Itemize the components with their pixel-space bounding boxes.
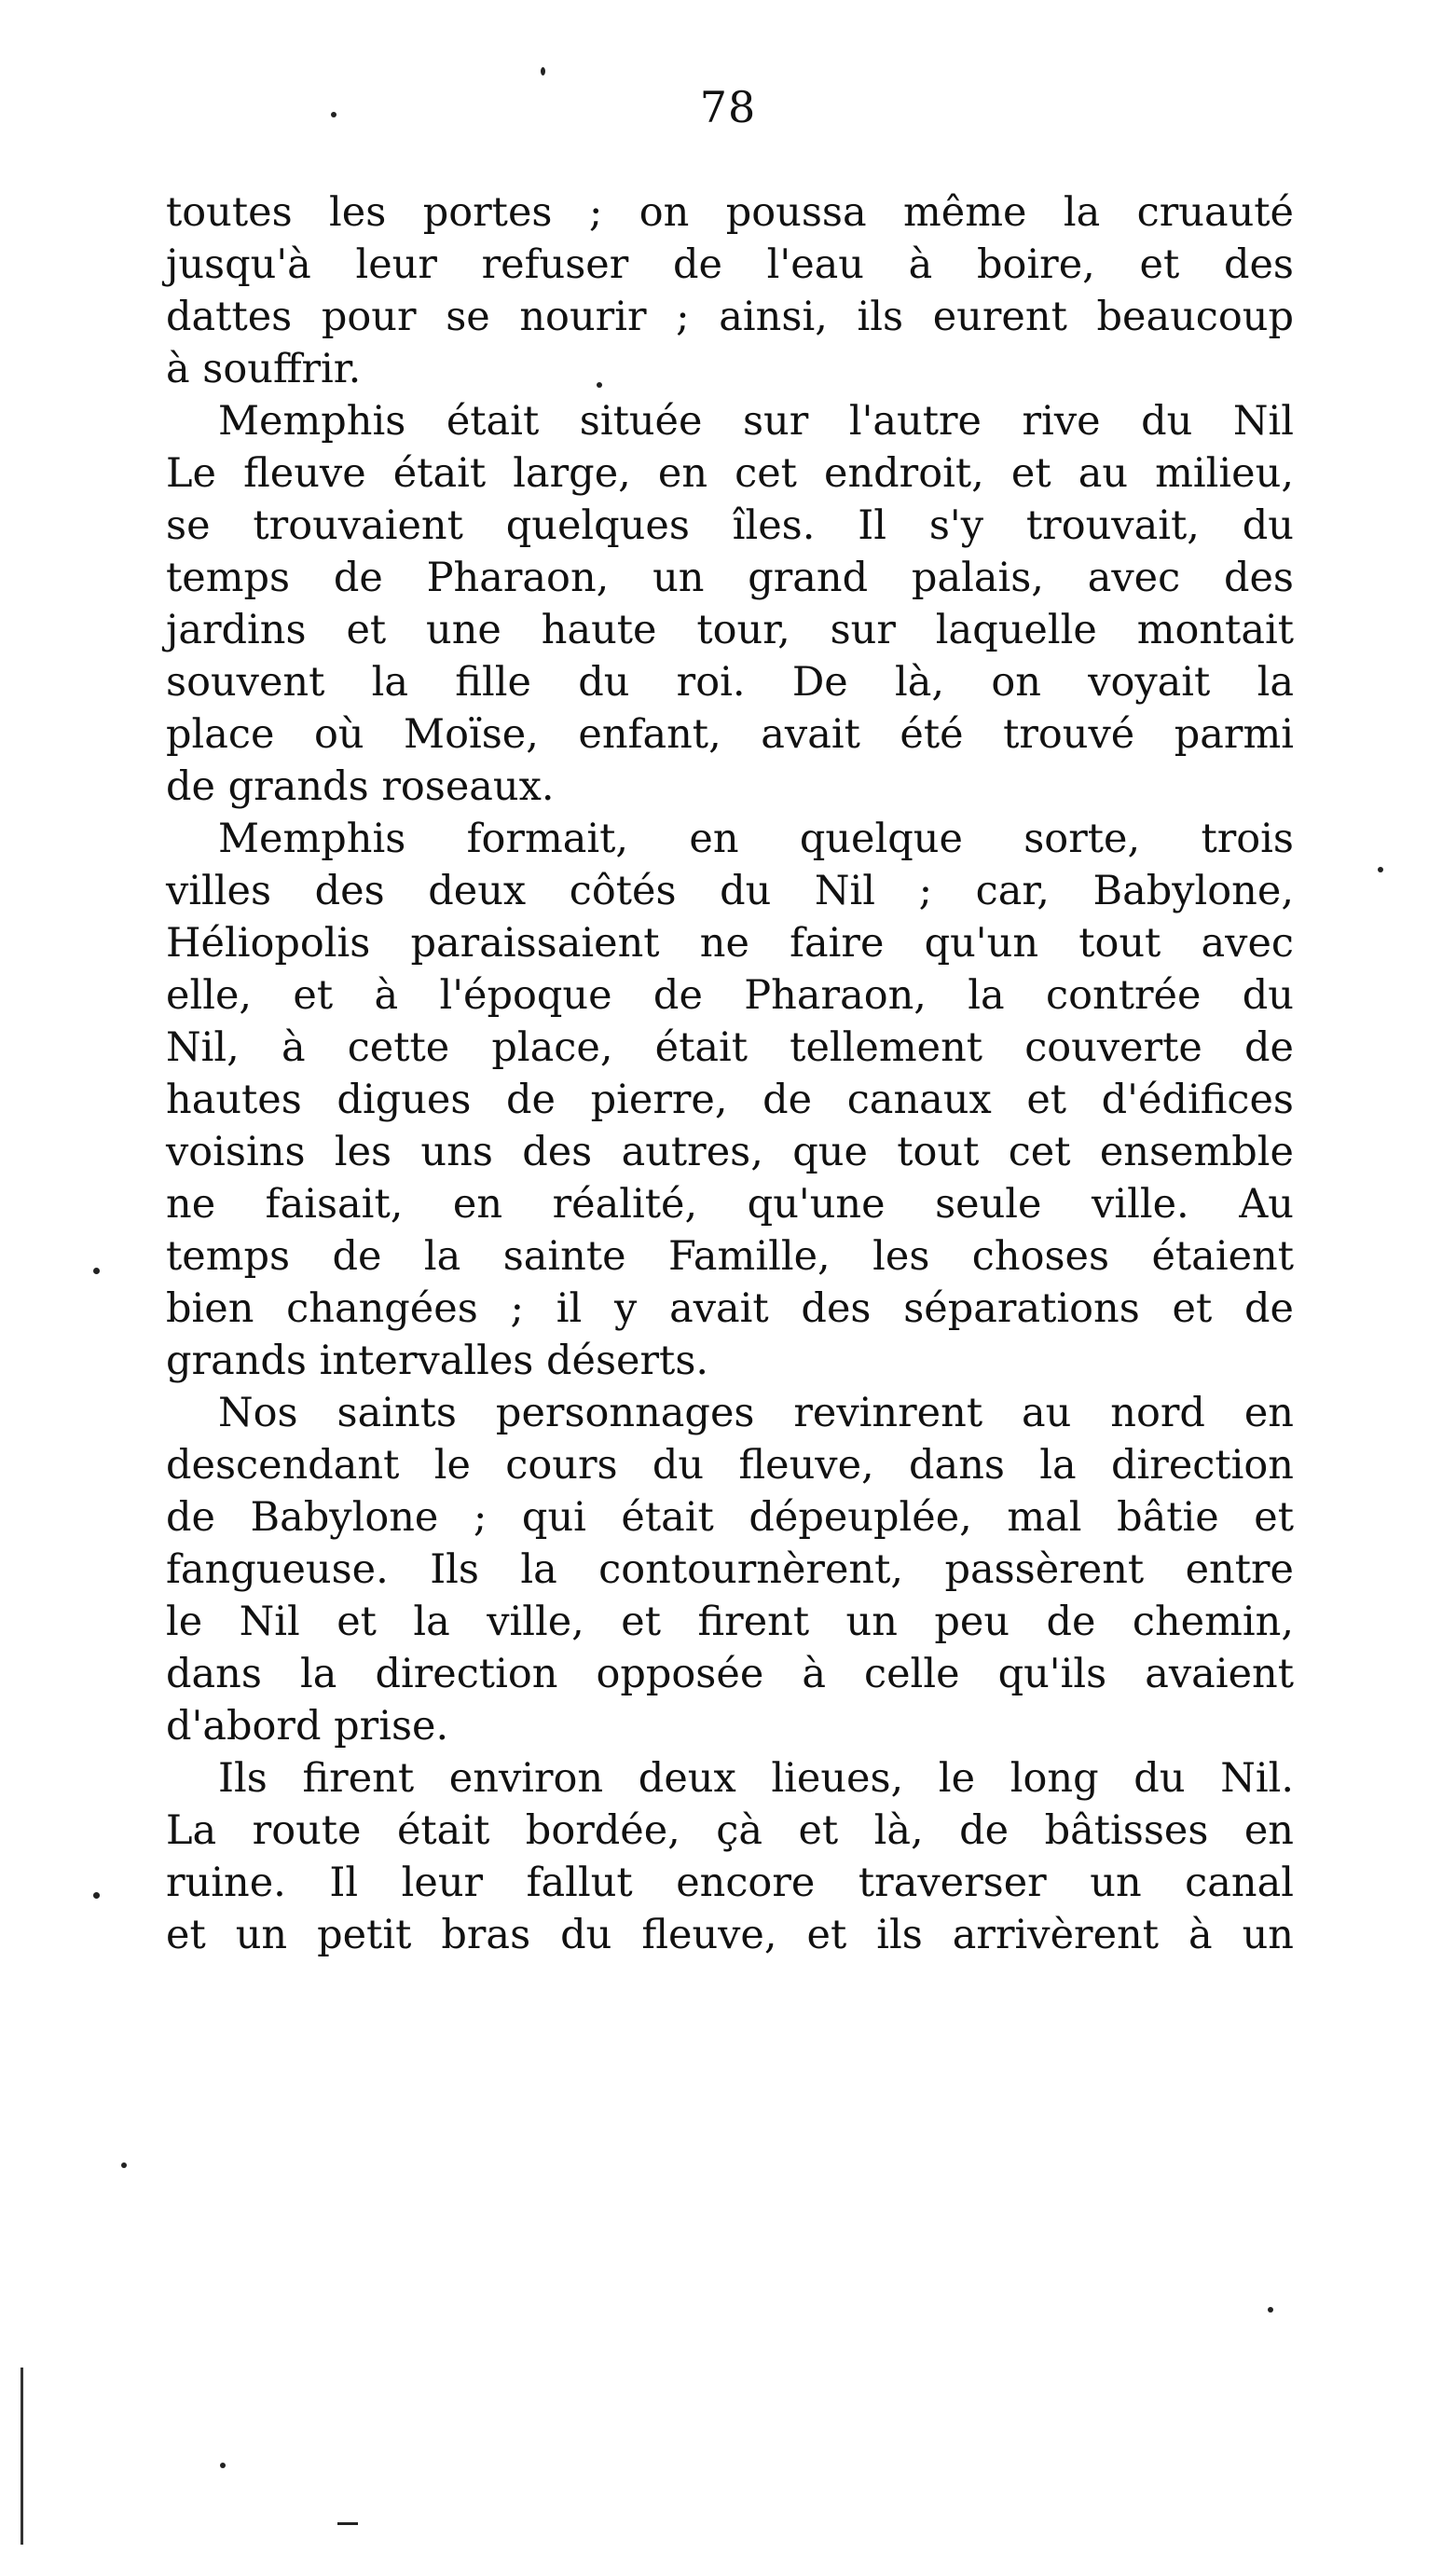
scan-speck [597, 382, 602, 388]
text-line: souvent la fille du roi. De là, on voyait la [166, 659, 1294, 706]
scan-speck [331, 112, 337, 117]
text-line: jardins et une haute tour, sur laquelle montait [166, 607, 1294, 653]
text-line: toutes les portes ; on poussa même la cruauté [166, 189, 1294, 236]
text-line: La route était bordée, çà et là, de bâtisses en [166, 1807, 1294, 1854]
text-line: bien changées ; il y avait des séparations et de [166, 1285, 1294, 1332]
text-line: voisins les uns des autres, que tout cet ensemble [166, 1129, 1294, 1175]
text-line: Héliopolis paraissaient ne faire qu'un tout avec [166, 920, 1294, 967]
text-line: d'abord prise. [166, 1703, 449, 1750]
scan-speck [121, 2162, 127, 2168]
scan-speck [93, 1268, 100, 1274]
text-line: le Nil et la ville, et firent un peu de chemin, [166, 1599, 1294, 1645]
text-line: temps de la sainte Famille, les choses étaient [166, 1233, 1294, 1280]
text-line: ne faisait, en réalité, qu'une seule ville. Au [166, 1181, 1294, 1228]
text-line: place où Moïse, enfant, avait été trouvé parmi [166, 711, 1294, 758]
text-line: Ils firent environ deux lieues, le long du Nil. [218, 1755, 1294, 1802]
scan-speck [541, 67, 545, 76]
text-line: de grands roseaux. [166, 763, 555, 810]
text-line: Nil, à cette place, était tellement couverte de [166, 1024, 1294, 1071]
page-number: 78 [699, 82, 757, 132]
scan-speck [93, 1892, 100, 1899]
text-line: Nos saints personnages revinrent au nord en [218, 1390, 1294, 1436]
text-line: de Babylone ; qui était dépeuplée, mal bâtie et [166, 1494, 1294, 1541]
text-line: hautes digues de pierre, de canaux et d'édifices [166, 1077, 1294, 1123]
text-line: Le fleuve était large, en cet endroit, et au milieu, [166, 450, 1294, 497]
text-line: ruine. Il leur fallut encore traverser un canal [166, 1860, 1294, 1906]
text-line: villes des deux côtés du Nil ; car, Babylone, [166, 868, 1294, 914]
scan-dash [337, 2522, 358, 2525]
text-line: elle, et à l'époque de Pharaon, la contrée du [166, 972, 1294, 1019]
text-line: à souffrir. [166, 346, 362, 392]
text-line: descendant le cours du fleuve, dans la direction [166, 1442, 1294, 1489]
text-line: se trouvaient quelques îles. Il s'y trouvait, du [166, 502, 1294, 549]
text-line: grands intervalles déserts. [166, 1338, 709, 1384]
text-line: Memphis était située sur l'autre rive du Nil [218, 398, 1294, 445]
scan-speck [1268, 2307, 1273, 2313]
text-line: dattes pour se nourir ; ainsi, ils eurent beaucoup [166, 294, 1294, 340]
scan-speck [1378, 867, 1383, 872]
text-line: Memphis formait, en quelque sorte, trois [218, 816, 1294, 862]
body-text [166, 186, 1294, 1961]
text-line: et un petit bras du fleuve, et ils arrivèrent à un [166, 1912, 1294, 1958]
text-line: dans la direction opposée à celle qu'ils avaient [166, 1651, 1294, 1697]
scan-margin-mark [21, 2368, 23, 2545]
text-line: fangueuse. Ils la contournèrent, passèrent entre [166, 1546, 1294, 1593]
scan-speck [220, 2463, 226, 2468]
text-line: jusqu'à leur refuser de l'eau à boire, et des [166, 241, 1294, 288]
text-line: temps de Pharaon, un grand palais, avec des [166, 555, 1294, 601]
